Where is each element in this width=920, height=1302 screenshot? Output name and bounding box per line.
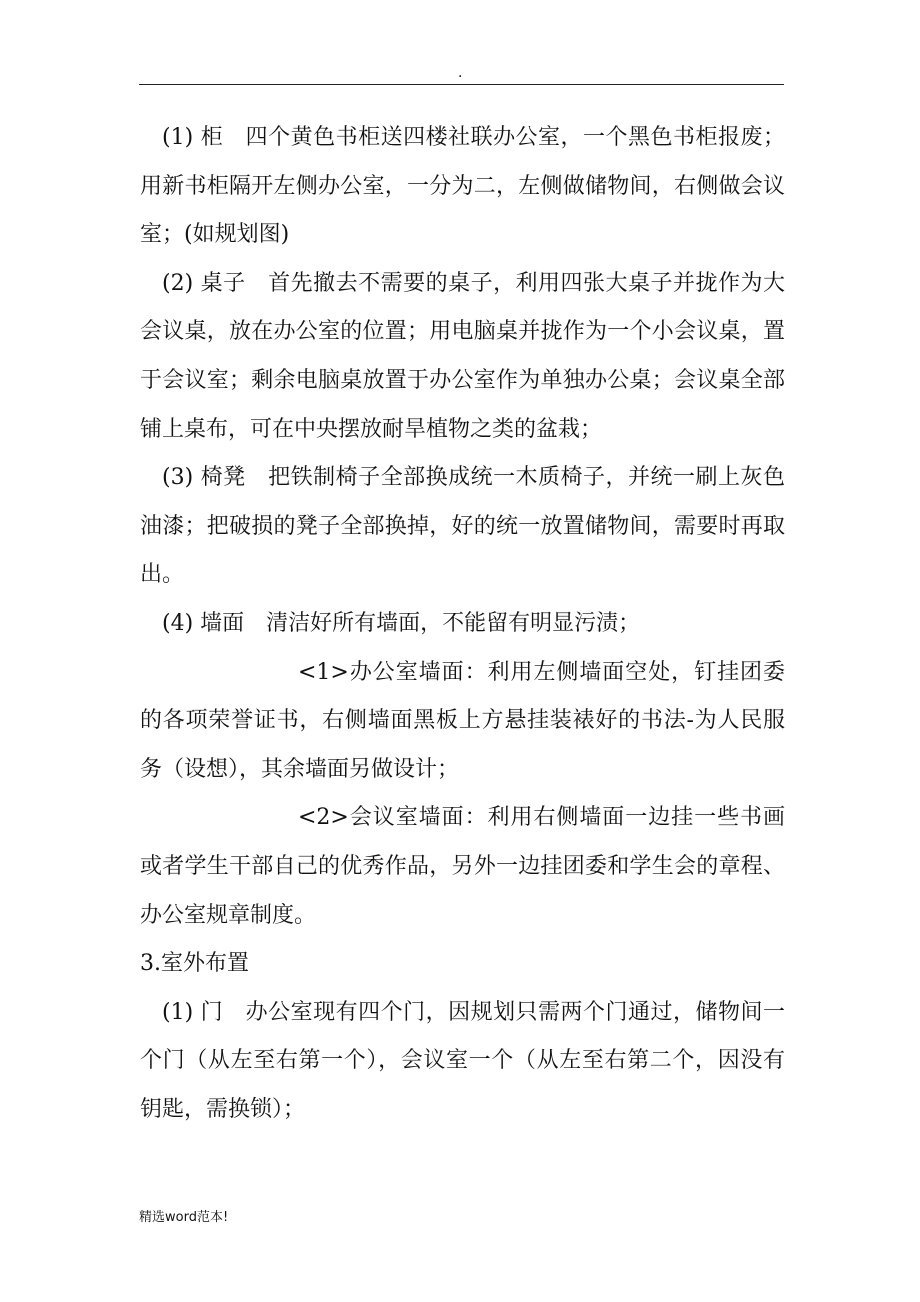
header-mark: . xyxy=(458,65,463,81)
paragraph-chairs: (3) 椅凳 把铁制椅子全部换成统一木质椅子，并统一刷上灰色油漆；把破损的凳子全部换掉，好的统一放置储物间，需要时再取出。 xyxy=(140,465,785,588)
footer-text: 精选word范本! xyxy=(139,1210,229,1225)
paragraph-tables: (2) 桌子 首先撤去不需要的桌子，利用四张大桌子并拢作为大会议桌，放在办公室的位置；用电脑桌并拢作为一个小会议桌，置于会议室；剩余电脑桌放置于办公室作为单独办公桌；会议桌全部铺上桌布，可在中央摆放耐旱植物之类的盆栽； xyxy=(140,270,785,442)
paragraph-office-wall: <1>办公室墙面：利用左侧墙面空处，钉挂团委的各项荣誉证书，右侧墙面黑板上方悬挂装裱好的书法-为人民服务（设想），其余墙面另做设计； xyxy=(140,659,785,782)
paragraph-doors: (1) 门 办公室现有四个门，因规划只需两个门通过，储物间一个门（从左至右第一个），会议室一个（从左至右第二个，因没有钥匙，需换锁）； xyxy=(140,999,785,1122)
paragraph-cabinet: (1) 柜 四个黄色书柜送四楼社联办公室，一个黑色书柜报废；用新书柜隔开左侧办公室，一分为二，左侧做储物间，右侧做会议室；(如规划图) xyxy=(140,125,785,248)
header-rule xyxy=(139,84,784,85)
document-body xyxy=(140,114,785,1134)
section-heading-outdoor: 3.室外布置 xyxy=(140,951,249,977)
paragraph-walls: (4) 墙面 清洁好所有墙面，不能留有明显污渍； xyxy=(162,610,641,636)
paragraph-meeting-wall: <2>会议室墙面：利用右侧墙面一边挂一些书画或者学生干部自己的优秀作品，另外一边挂团委和学生会的章程、办公室规章制度。 xyxy=(140,805,785,928)
